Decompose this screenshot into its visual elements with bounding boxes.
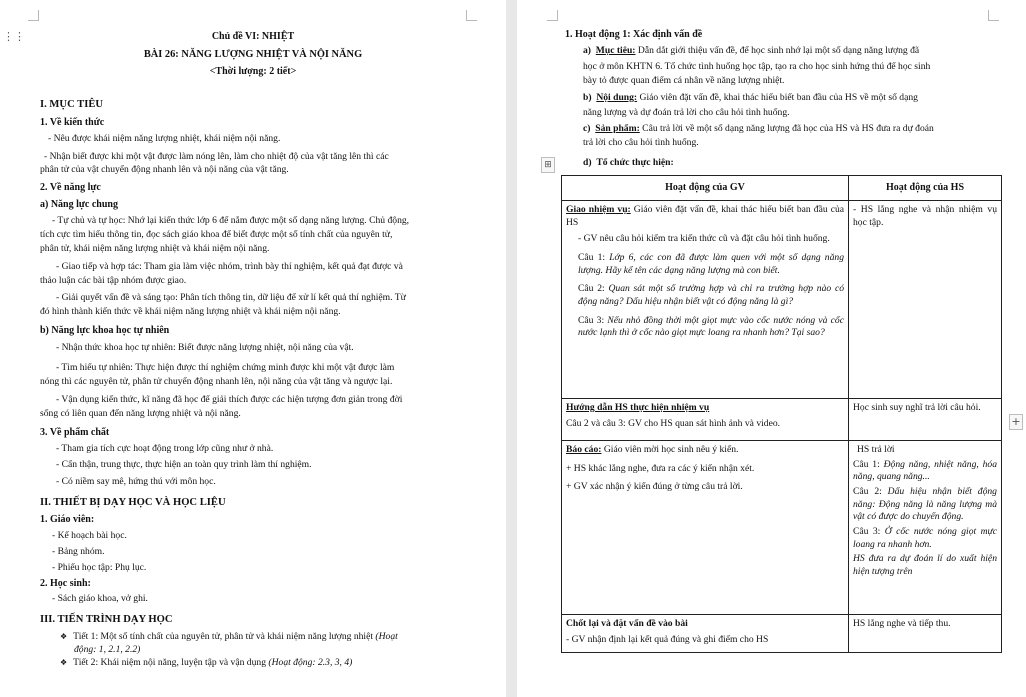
page-corner-marker xyxy=(547,10,558,21)
topic-heading: Chủ đề VI: NHIỆT xyxy=(211,31,295,42)
cell-paragraph: Câu 1: Lớp 6, các con đã được làm quen với một số dạng năng lượng. Hãy kể tên các dạng năng lượng mà con biết. xyxy=(578,251,844,276)
diamond-bullet-icon: ❖ xyxy=(60,658,68,667)
subsection-heading: 1. Về kiến thức xyxy=(40,117,105,128)
column-header-hs: Hoạt động của HS xyxy=(849,176,1002,201)
cell-paragraph: Câu 2: Dấu hiệu nhận biết động năng: Động năng là năng lượng mà vật có được do chuyển động. xyxy=(853,485,997,523)
paragraph-line: - Tự chủ và tự học: Nhớ lại kiến thức lớp 6 để nắm được một số dạng năng lượng. Chủ động, xyxy=(52,215,410,226)
subsection-heading: 2. Học sinh: xyxy=(40,578,91,589)
lesson-plan-item: ❖ Tiết 2: Khái niệm nội năng, luyện tập và vận dụng (Hoạt động: 2.3, 3, 4) xyxy=(60,657,353,668)
cell-paragraph: HS lắng nghe và tiếp thu. xyxy=(853,618,951,629)
cell-paragraph: HS trả lời xyxy=(857,444,895,455)
page-corner-marker xyxy=(28,10,39,21)
paragraph-line: năng lượng và dự đoán trả lời cho câu hỏi tình huống. xyxy=(583,107,790,118)
add-row-plus-icon[interactable]: + xyxy=(1009,414,1023,430)
paragraph-line: - Giao tiếp và hợp tác: Tham gia làm việc nhóm, trình bày thí nghiệm, kết quả đạt được và xyxy=(56,261,403,272)
table-move-handle-icon[interactable]: ⊞ xyxy=(541,157,555,173)
cell-paragraph: Câu 3: Nếu nhỏ đồng thời một giọt mực vào cốc nước nóng và cốc nước lạnh thì ở cốc nào giọt mực loang ra nhanh hơn? Tại sao? xyxy=(578,314,844,339)
paragraph-line: tích cực tìm hiểu thông tin, đọc sách giáo khoa để biết được một số tính chất của nguyên tử, xyxy=(40,229,393,240)
cell-paragraph: + GV xác nhận ý kiến đúng ở từng câu trả lời. xyxy=(566,481,743,493)
objective-line: a) Mục tiêu: Dẫn dắt giới thiệu vấn đề, để học sinh nhớ lại một số dạng năng lượng đã xyxy=(583,45,920,56)
page-corner-marker xyxy=(466,10,477,21)
paragraph-line: - Nhận biết được khi một vật được làm nóng lên, làm cho nhiệt độ của vật tăng lên thì các xyxy=(44,151,389,162)
paragraph-line: học ở môn KHTN 6. Tổ chức tình huống học tập, tạo ra cho học sinh hứng thú để học sinh xyxy=(583,61,931,72)
paragraph-line: - Tham gia tích cực hoạt động trong lớp cũng như ở nhà. xyxy=(56,443,274,454)
table-row xyxy=(562,399,1002,441)
table-row xyxy=(562,441,1002,615)
paragraph-line: phân tử của vật chuyển động nhanh lên và nội năng của vật tăng. xyxy=(40,164,289,175)
cell-paragraph: - HS lắng nghe và nhận nhiệm vụ học tập. xyxy=(853,204,997,228)
table-cell xyxy=(849,399,1002,441)
subsection-heading: 3. Về phẩm chất xyxy=(40,427,110,438)
activity-table xyxy=(561,175,1002,653)
paragraph-line: - Vận dụng kiến thức, kĩ năng đã học để giải thích được các hiện tượng đơn giản trong đời xyxy=(56,394,403,405)
column-header-gv: Hoạt động của GV xyxy=(562,176,849,201)
paragraph-line: - Cẩn thận, trung thực, thực hiện an toàn quy trình làm thí nghiệm. xyxy=(56,459,312,470)
document-page-left xyxy=(0,0,506,697)
paragraph-line: - Giải quyết vấn đề và sáng tạo: Phân tích thông tin, dữ liệu để xử lí kết quả thí nghiệm. Từ xyxy=(56,292,406,303)
activity-title: 1. Hoạt động 1: Xác định vấn đề xyxy=(565,29,703,40)
section-heading: II. THIẾT BỊ DẠY HỌC VÀ HỌC LIỆU xyxy=(40,497,226,508)
paragraph-line: - Kế hoạch bài học. xyxy=(52,530,127,541)
cell-paragraph: Hướng dẫn HS thực hiện nhiệm vụ xyxy=(566,402,710,413)
paragraph-line: - Tìm hiểu tự nhiên: Thực hiện được thí nghiệm chứng minh được khi một vật được làm xyxy=(56,362,395,373)
lesson-plan-item: ❖ Tiết 1: Một số tính chất của nguyên tử, phân tử và khái niệm năng lượng nhiệt (Hoạt xyxy=(60,631,398,642)
table-cell xyxy=(849,201,1002,399)
paragraph-line: đó hình thành kiến thức về khái niệm năng lượng nhiệt và khái niệm nội năng. xyxy=(40,306,341,317)
table-cell xyxy=(562,201,849,399)
cell-paragraph: - GV nhận định lại kết quả đúng và ghi điểm cho HS xyxy=(566,633,769,645)
content-line: b) Nội dung: Giáo viên đặt vấn đề, khai thác hiểu biết ban đầu của HS về một số dạng xyxy=(583,92,918,103)
section-heading: III. TIẾN TRÌNH DẠY HỌC xyxy=(40,614,173,625)
cell-paragraph: Chốt lại và đặt vấn đề vào bài xyxy=(566,618,688,629)
table-row xyxy=(562,201,1002,399)
paragraph-line: - Nêu được khái niệm năng lượng nhiệt, khái niệm nội năng. xyxy=(48,133,281,144)
cell-paragraph: Giao nhiệm vụ: Giáo viên đặt vấn đề, khai thác hiểu biết ban đầu của HS xyxy=(566,204,845,228)
paragraph-line: phân tử, khái niệm năng lượng nhiệt và khái niệm nội năng. xyxy=(40,243,270,254)
lesson-title: BÀI 26: NĂNG LƯỢNG NHIỆT VÀ NỘI NĂNG xyxy=(143,49,363,60)
paragraph-line: bày tỏ được quan điểm cá nhân về năng lượng nhiệt. xyxy=(583,75,785,86)
paragraph-line: sống có liên quan đến năng lượng nhiệt và nội năng. xyxy=(40,408,241,419)
cell-paragraph: + HS khác lắng nghe, đưa ra các ý kiến nhận xét. xyxy=(566,462,755,474)
subsection-heading: a) Năng lực chung xyxy=(40,199,118,210)
page-corner-marker xyxy=(988,10,999,21)
table-row xyxy=(562,615,1002,653)
subsection-heading: 2. Về năng lực xyxy=(40,182,101,193)
table-header-row xyxy=(562,176,1002,201)
paragraph-line: - Sách giáo khoa, vở ghi. xyxy=(52,593,148,604)
table-cell xyxy=(562,615,849,653)
cell-paragraph: Báo cáo: Giáo viên mời học sinh nêu ý kiến. xyxy=(566,444,739,455)
organize-line: d) Tổ chức thực hiện: xyxy=(583,157,674,168)
table-cell xyxy=(562,441,849,615)
duration-note: <Thời lượng: 2 tiết> xyxy=(209,66,297,77)
cell-paragraph: HS đưa ra dự đoán lí do xuất hiện hiện tượng trên xyxy=(853,553,997,577)
paragraph-line: - Nhận thức khoa học tự nhiên: Biết được năng lượng nhiệt, nội năng của vật. xyxy=(56,342,354,353)
paragraph-line: - Phiếu học tập: Phụ lục. xyxy=(52,562,147,573)
section-heading: I. MỤC TIÊU xyxy=(40,99,104,110)
paragraph-line: nóng thì các nguyên tử, phân tử chuyển động nhanh lên, nội năng của vật tăng và ngược lại. xyxy=(40,376,393,387)
paragraph-line: - Bảng nhóm. xyxy=(52,546,105,557)
subsection-heading: b) Năng lực khoa học tự nhiên xyxy=(40,325,170,336)
document-page-right xyxy=(517,0,1026,697)
table-cell xyxy=(562,399,849,441)
lesson-plan-item-cont: động: 1, 2.1, 2.2) xyxy=(74,644,141,655)
table-cell xyxy=(849,615,1002,653)
table-cell xyxy=(849,441,1002,615)
paragraph-line: trả lời cho câu hỏi tình huống. xyxy=(583,137,699,148)
drag-handle-icon[interactable]: ⋮⋮ xyxy=(3,30,25,43)
cell-paragraph: Câu 1: Động năng, nhiệt năng, hóa năng, quang năng... xyxy=(853,458,997,483)
cell-paragraph: Học sinh suy nghĩ trả lời câu hỏi. xyxy=(853,402,981,413)
paragraph-line: thảo luận các bài tập nhóm được giao. xyxy=(40,275,187,286)
cell-paragraph: Câu 2 và câu 3: GV cho HS quan sát hình ảnh và video. xyxy=(566,417,781,429)
subsection-heading: 1. Giáo viên: xyxy=(40,514,95,525)
diamond-bullet-icon: ❖ xyxy=(60,632,68,641)
cell-paragraph: Câu 2: Quan sát một số trường hợp và chỉ ra trường hợp nào có động năng? Dấu hiệu nhận biết vật có động năng là gì? xyxy=(578,283,845,307)
paragraph-line: - Có niềm say mê, hứng thú với môn học. xyxy=(56,476,216,487)
cell-paragraph: Câu 3: Ở cốc nước nóng giọt mực loang ra nhanh hơn. xyxy=(853,525,997,550)
cell-paragraph: - GV nêu câu hỏi kiểm tra kiến thức cũ và đặt câu hỏi tình huống. xyxy=(578,233,830,245)
product-line: c) Sản phẩm: Câu trả lời về một số dạng năng lượng đã học của HS và HS đưa ra dự đoán xyxy=(583,123,934,134)
